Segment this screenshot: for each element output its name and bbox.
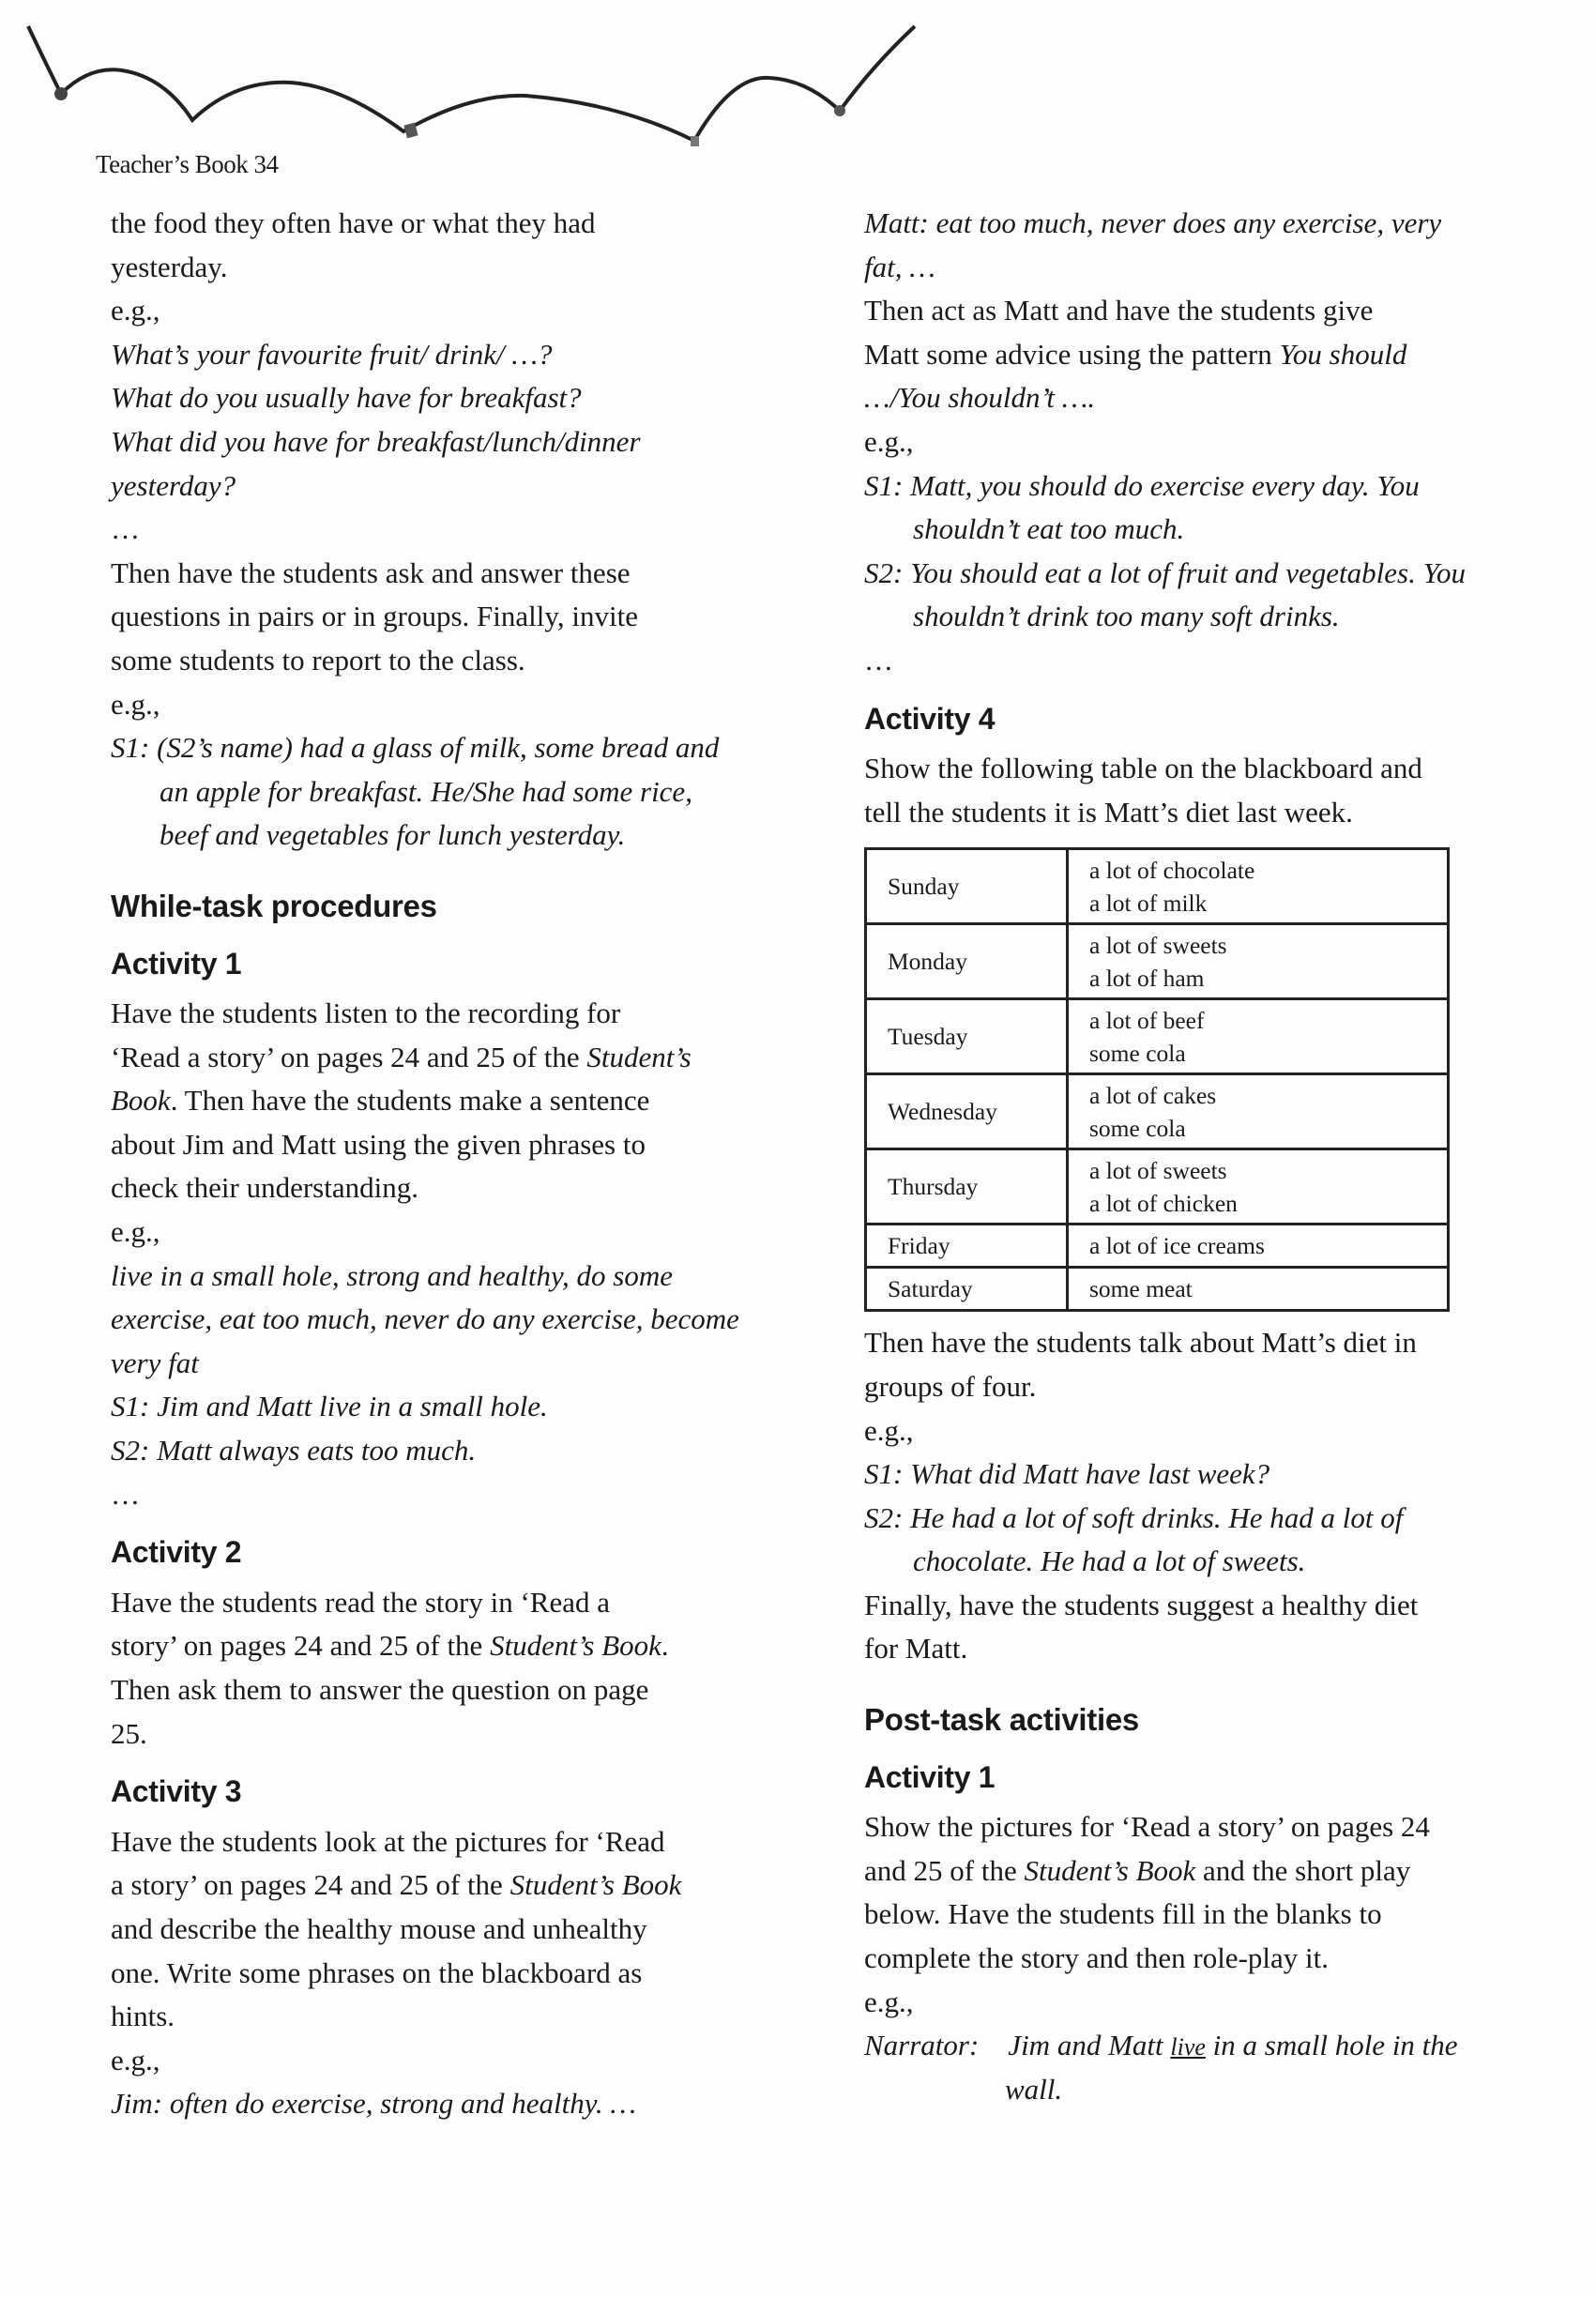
text-segment: in a small hole in the (1205, 2029, 1458, 2062)
text-line: questions in pairs or in groups. Finally, invite (111, 600, 638, 633)
food-item: a lot of milk (1089, 889, 1208, 917)
text-line: fat, … (864, 250, 935, 283)
text-line: an apple for breakfast. He/She had some rice, (160, 774, 692, 808)
text-line: chocolate. He had a lot of sweets. (913, 1544, 1306, 1578)
text-line: one. Write some phrases on the blackboard as (111, 1955, 643, 1989)
text-segment: a story’ on pages 24 and 25 of the (111, 1868, 510, 1902)
food-item: some cola (1089, 1039, 1186, 1067)
text-line: S1: Matt, you should do exercise every day. You (864, 468, 1420, 502)
activity-heading: Activity 2 (111, 1535, 242, 1570)
food-cell (1068, 924, 1449, 999)
section-heading: Post-task activities (864, 1702, 1139, 1738)
text-line: check their understanding. (111, 1171, 418, 1205)
text-line: …/You shouldn’t …. (864, 381, 1096, 415)
text-line: S2: He had a lot of soft drinks. He had a lot of (864, 1500, 1404, 1534)
paragraph (864, 747, 1540, 834)
text-line: What did you have for breakfast/lunch/dinner (111, 424, 641, 458)
text-line: S2: Matt always eats too much. (111, 1434, 477, 1468)
text-line: groups of four. (864, 1369, 1037, 1403)
text-line: e.g., (111, 1215, 160, 1249)
text-line: Matt: eat too much, never does any exercise, very (864, 206, 1442, 239)
paragraph (111, 992, 786, 1516)
text-line: yesterday? (111, 468, 236, 502)
paragraph (864, 1805, 1540, 2111)
text-line: e.g., (864, 424, 914, 458)
text-line: below. Have the students fill in the blanks to (864, 1897, 1382, 1931)
text-line: exercise, eat too much, never do any exercise, become (111, 1302, 739, 1336)
food-item: a lot of ham (1089, 964, 1205, 992)
day-cell: Tuesday (866, 999, 1068, 1074)
text-line: Finally, have the students suggest a healthy diet (864, 1588, 1419, 1621)
text-segment: Student’s Book (1024, 1853, 1196, 1887)
text-line: yesterday. (111, 250, 228, 283)
text-line: wall. (1005, 2072, 1063, 2106)
text-line: e.g., (111, 294, 160, 327)
text-line: S1: Jim and Matt live in a small hole. (111, 1390, 548, 1423)
section-heading: While-task procedures (111, 888, 437, 923)
text-line: live in a small hole, strong and healthy, do some (111, 1258, 673, 1292)
text-line: e.g., (111, 2043, 160, 2076)
text-line: e.g., (864, 1985, 914, 2018)
food-item: a lot of sweets (1089, 1156, 1227, 1184)
activity-heading: Activity 1 (864, 1759, 996, 1794)
day-cell: Sunday (866, 849, 1068, 924)
text-line: Have the students read the story in ‘Read a (111, 1585, 610, 1619)
text-line: e.g., (864, 1413, 914, 1447)
food-cell (1068, 849, 1449, 924)
food-item: a lot of sweets (1089, 931, 1227, 959)
paragraph (111, 202, 786, 858)
diet-table (864, 847, 1450, 1312)
food-item: a lot of chicken (1089, 1189, 1238, 1217)
paragraph (864, 1321, 1540, 1671)
activity-heading: Activity 1 (111, 946, 242, 981)
table-row (866, 999, 1449, 1074)
text-segment: and 25 of the (864, 1853, 1025, 1887)
food-cell (1068, 1149, 1449, 1225)
text-line: complete the story and then role-play it. (864, 1941, 1329, 1975)
table-row (866, 1225, 1449, 1268)
page-number-label: Teacher’s Book 34 (96, 150, 279, 178)
text-segment: Student’s (586, 1040, 692, 1073)
text-line: … (864, 643, 893, 677)
text-line: for Matt. (864, 1632, 968, 1666)
text-line: very fat (111, 1346, 199, 1379)
text-line: some students to report to the class. (111, 643, 525, 677)
day-cell: Friday (866, 1225, 1068, 1268)
text-line (111, 1079, 786, 1123)
paragraph (111, 1581, 786, 1756)
text-segment: Matt some advice using the pattern (864, 337, 1280, 371)
table-row (866, 1074, 1449, 1149)
text-segment: . Then have the students make a sentence (170, 1084, 650, 1118)
text-line: about Jim and Matt using the given phrases to (111, 1127, 646, 1161)
right-column (864, 202, 1540, 2111)
text-line: S1: What did Matt have last week? (864, 1457, 1270, 1491)
text-segment: ‘Read a story’ on pages 24 and 25 of the (111, 1040, 587, 1073)
text-line: Have the students listen to the recording for (111, 996, 621, 1030)
text-line: … (111, 1477, 140, 1511)
food-cell (1068, 999, 1449, 1074)
text-line: beef and vegetables for lunch yesterday. (160, 818, 626, 852)
text-line: tell the students it is Matt’s diet last week. (864, 795, 1353, 829)
text-line: S1: (S2’s name) had a glass of milk, some bread and (111, 731, 720, 765)
text-line: What’s your favourite fruit/ drink/ …? (111, 337, 553, 371)
text-line: Then have the students ask and answer these (111, 555, 631, 589)
text-line: Then act as Matt and have the students give (864, 294, 1374, 327)
text-line: … (111, 512, 140, 546)
text-line: S2: You should eat a lot of fruit and vegetables. You (864, 555, 1466, 589)
text-line (111, 1036, 786, 1080)
text-line (864, 1849, 1540, 1894)
text-line: hints. (111, 2000, 175, 2033)
text-segment: story’ on pages 24 and 25 of the (111, 1629, 491, 1663)
day-cell: Wednesday (866, 1074, 1068, 1149)
text-line: the food they often have or what they had (111, 206, 596, 239)
day-cell: Monday (866, 924, 1068, 999)
food-cell (1068, 1225, 1449, 1268)
text-line (111, 1624, 786, 1668)
paragraph (864, 202, 1540, 683)
text-line: and describe the healthy mouse and unhealthy (111, 1911, 647, 1945)
text-line: e.g., (111, 687, 160, 721)
text-line: Have the students look at the pictures for ‘Read (111, 1824, 665, 1858)
food-item: some meat (1089, 1275, 1193, 1303)
food-item: some cola (1089, 1114, 1186, 1142)
text-line: Show the following table on the blackboard and (864, 752, 1422, 785)
food-item: a lot of beef (1089, 1006, 1205, 1034)
text-line (864, 2024, 1540, 2068)
text-line (864, 333, 1540, 377)
filled-blank: live (1170, 2033, 1206, 2061)
paragraph (111, 1820, 786, 2126)
table-row (866, 924, 1449, 999)
day-cell: Thursday (866, 1149, 1068, 1225)
text-line: 25. (111, 1716, 147, 1750)
food-item: a lot of ice creams (1089, 1232, 1265, 1260)
text-line: Then ask them to answer the question on page (111, 1673, 649, 1706)
text-line: shouldn’t drink too many soft drinks. (913, 600, 1340, 633)
activity-heading: Activity 4 (864, 701, 996, 736)
table-row (866, 1268, 1449, 1311)
food-item: a lot of chocolate (1089, 856, 1255, 884)
activity-heading: Activity 3 (111, 1774, 242, 1809)
left-column (111, 202, 786, 2126)
text-line: What do you usually have for breakfast? (111, 381, 582, 415)
text-segment: You should (1279, 337, 1407, 371)
text-segment: Book (111, 1084, 171, 1118)
text-segment: Narrator: Jim and Matt (864, 2029, 1171, 2062)
table-row (866, 1149, 1449, 1225)
text-line (111, 1863, 786, 1908)
day-cell: Saturday (866, 1268, 1068, 1311)
text-line: Then have the students talk about Matt’s diet in (864, 1326, 1417, 1360)
food-item: a lot of cakes (1089, 1081, 1217, 1109)
text-segment: Student’s Book (490, 1629, 661, 1663)
text-segment: and the short play (1195, 1853, 1411, 1887)
food-cell (1068, 1074, 1449, 1149)
food-cell (1068, 1268, 1449, 1311)
text-line: Jim: often do exercise, strong and healthy. … (111, 2087, 636, 2121)
text-line: Show the pictures for ‘Read a story’ on pages 24 (864, 1810, 1430, 1844)
table-row (866, 849, 1449, 924)
text-line: shouldn’t eat too much. (913, 512, 1185, 546)
text-segment: . (661, 1629, 669, 1663)
text-segment: Student’s Book (509, 1868, 682, 1902)
